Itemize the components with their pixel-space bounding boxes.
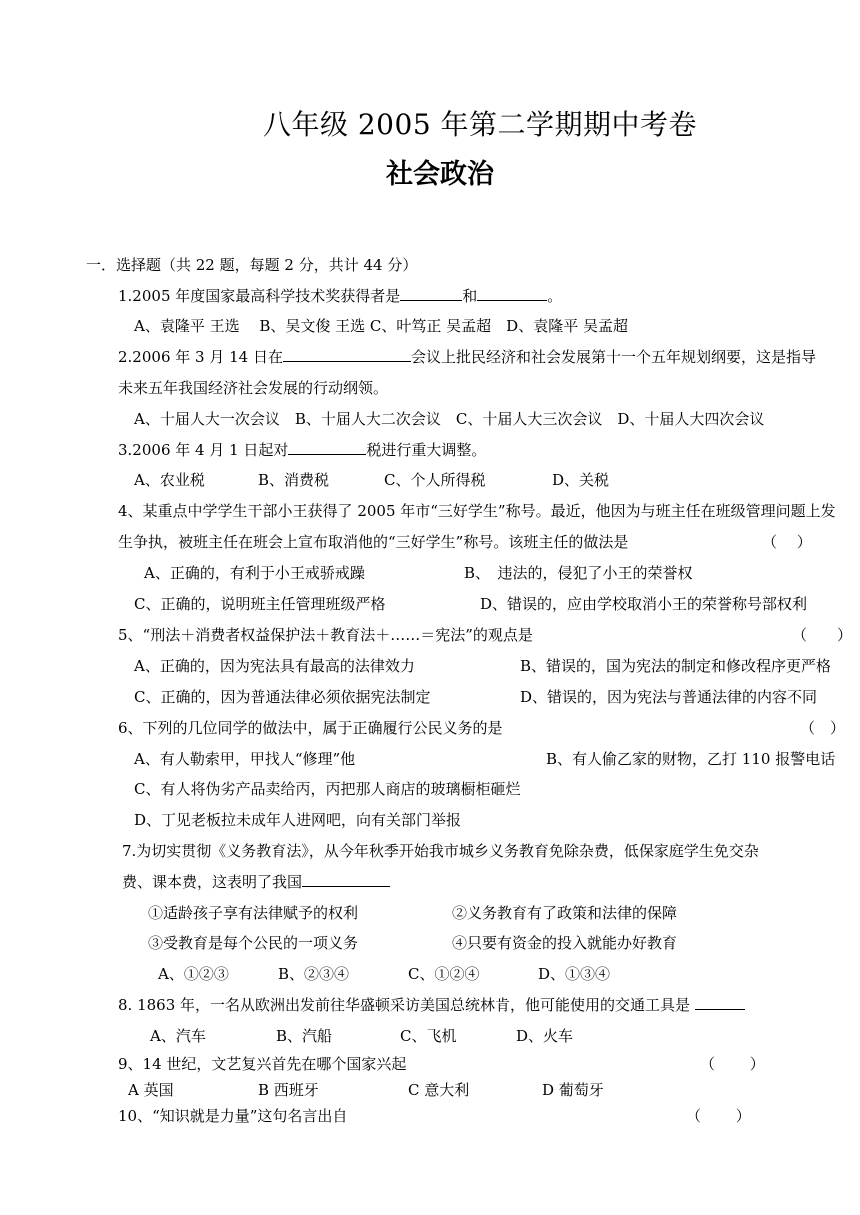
question-3-option-b: B、消费税 — [258, 471, 330, 489]
question-2-stem-b: 会议上批民经济和社会发展第十一个五年规划纲要，这是指导 — [410, 348, 816, 366]
question-6-option-a: A、有人勒索甲，甲找人“修理”他 — [134, 750, 356, 768]
question-6-option-d: D、丁见老板拉未成年人进网吧，向有关部门举报 — [134, 811, 462, 829]
answer-blank — [283, 347, 411, 362]
question-7-option-a: A、①②③ — [158, 965, 229, 983]
question-8-option-d: D、火车 — [516, 1027, 574, 1045]
question-8-option-b: B、汽船 — [276, 1027, 333, 1045]
question-9-answer-paren: （ ） — [700, 1055, 765, 1073]
question-6-option-b: B、有人偷乙家的财物，乙打 110 报警电话 — [546, 750, 836, 768]
question-9-option-d: D 葡萄牙 — [542, 1081, 604, 1099]
question-9-option-b: B 西班牙 — [258, 1081, 319, 1099]
question-2-stem — [118, 347, 816, 367]
question-3-stem-a: 3.2006 年 4 月 1 日起对 — [118, 441, 289, 459]
question-6-answer-paren: （ ） — [800, 719, 846, 737]
question-7-stem-line2 — [122, 872, 390, 892]
question-7-option-b: B、②③④ — [278, 965, 350, 983]
question-4-option-b: B、 违法的，侵犯了小王的荣誉权 — [464, 564, 693, 582]
question-5-option-a: A、正确的，因为宪法具有最高的法律效力 — [134, 657, 415, 675]
question-2-options: A、十届人大一次会议 B、十届人大二次会议 C、十届人大三次会议 D、十届人大四次会议 — [134, 410, 765, 428]
question-5-answer-paren: （ ） — [792, 626, 853, 644]
question-4-stem-line2: 生争执，被班主任在班会上宣布取消他的“三好学生”称号。该班主任的做法是 — [118, 533, 629, 551]
question-3-option-d: D、关税 — [552, 471, 610, 489]
answer-blank — [400, 286, 462, 301]
question-7-item-1: ①适龄孩子享有法律赋予的权利 — [148, 904, 359, 922]
question-1-stem — [118, 286, 562, 306]
question-1-stem-c: 。 — [547, 287, 563, 305]
question-9-stem: 9、14 世纪，文艺复兴首先在哪个国家兴起 — [118, 1055, 407, 1073]
question-8-option-a: A、汽车 — [150, 1027, 206, 1045]
question-7-item-4: ④只要有资金的投入就能办好教育 — [452, 934, 678, 952]
question-5-option-b: B、错误的，国为宪法的制定和修改程序更严格 — [520, 657, 832, 675]
question-3-option-a: A、农业税 — [134, 471, 205, 489]
question-8-option-c: C、飞机 — [400, 1027, 457, 1045]
question-7-option-d: D、①③④ — [538, 965, 611, 983]
question-9-option-a: A 英国 — [128, 1081, 174, 1099]
question-7-item-2: ②义务教育有了政策和法律的保障 — [452, 904, 678, 922]
question-3-stem — [118, 440, 486, 460]
question-5-option-c: C、正确的，因为普通法律必须依据宪法制定 — [134, 688, 431, 706]
question-8-stem-text: 8. 1863 年，一名从欧洲出发前往华盛顿采访美国总统林肯，他可能使用的交通工具是 — [118, 996, 691, 1014]
question-7-option-c: C、①②④ — [408, 965, 480, 983]
question-4-option-c: C、正确的，说明班主任管理班级严格 — [134, 595, 386, 613]
question-10-stem: 10、“知识就是力量”这句名言出自 — [118, 1107, 348, 1125]
answer-blank — [302, 872, 390, 887]
section-heading: 一．选择题（共 22 题，每题 2 分，共计 44 分） — [86, 256, 418, 274]
question-2-stem-line2: 未来五年我国经济社会发展的行动纲领。 — [118, 379, 389, 397]
answer-blank — [477, 286, 547, 301]
answer-blank — [288, 440, 366, 455]
question-6-stem: 6、下列的几位同学的做法中，属于正确履行公民义务的是 — [118, 719, 503, 737]
question-7-item-3: ③受教育是每个公民的一项义务 — [148, 934, 359, 952]
question-1-stem-b: 和 — [462, 287, 478, 305]
question-7-stem-text: 费、课本费，这表明了我国 — [122, 873, 303, 891]
question-6-option-c: C、有人将伪劣产品卖给丙，丙把那人商店的玻璃橱柜砸烂 — [134, 780, 521, 798]
question-10-answer-paren: （ ） — [686, 1107, 751, 1125]
question-1-stem-a: 1.2005 年度国家最高科学技术奖获得者是 — [118, 287, 401, 305]
question-9-option-c: C 意大利 — [408, 1081, 470, 1099]
question-4-option-a: A、正确的，有利于小王戒骄戒躁 — [144, 564, 365, 582]
question-5-option-d: D、错误的，因为宪法与普通法律的内容不同 — [520, 688, 818, 706]
exam-title: 八年级 2005 年第二学期期中考卷 — [262, 108, 698, 141]
question-8-stem — [118, 995, 745, 1015]
question-1-options: A、袁隆平 王选 B、吴文俊 王选 C、叶笃正 吴孟超 D、袁隆平 吴孟超 — [134, 317, 628, 335]
question-3-option-c: C、个人所得税 — [384, 471, 486, 489]
question-3-stem-b: 税进行重大调整。 — [366, 441, 487, 459]
exam-subject: 社会政治 — [386, 159, 494, 190]
question-7-stem-line1: 7.为切实贯彻《义务教育法》，从今年秋季开始我市城乡义务教育免除杂费，低保家庭学生免交杂 — [122, 842, 759, 860]
question-5-stem: 5、“刑法＋消费者权益保护法＋教育法＋……＝宪法”的观点是 — [118, 626, 533, 644]
question-4-stem-line1: 4、某重点中学学生干部小王获得了 2005 年市“三好学生”称号。最近，他因为与班主任在班级管理问题上发 — [118, 502, 836, 520]
answer-blank — [695, 995, 745, 1010]
question-4-answer-paren: （ ） — [762, 533, 812, 551]
question-2-stem-a: 2.2006 年 3 月 14 日在 — [118, 348, 283, 366]
question-4-option-d: D、错误的，应由学校取消小王的荣誉称号部权利 — [480, 595, 808, 613]
